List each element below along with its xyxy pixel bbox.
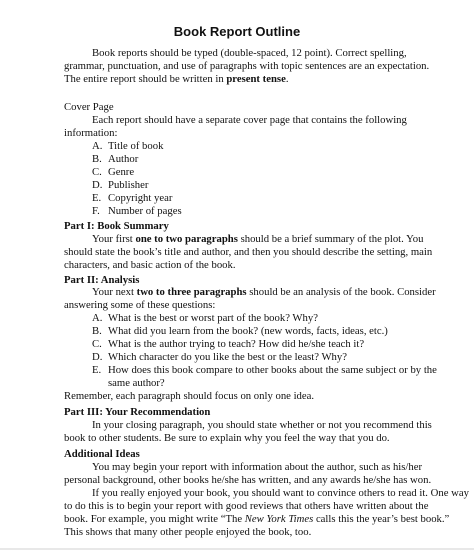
cover-item: D. Publisher [92, 179, 149, 191]
cover-item: A. Title of book [92, 140, 164, 152]
part2-closing: Remember, each paragraph should focus on only one idea. [64, 390, 315, 402]
additional-heading: Additional Ideas [64, 448, 140, 460]
question-item-continuation: same author? [108, 377, 165, 389]
newspaper-title: New York Times [244, 513, 314, 525]
part1-line-2: should state the book’s title and author, and then you should describe the setting, main [64, 246, 433, 258]
additional-line-4: to do this is to begin your report with good reviews that others have written about the [64, 500, 429, 512]
cover-line-1: Each report should have a separate cover page that contains the following [92, 114, 407, 126]
page-title: Book Report Outline [173, 24, 301, 39]
additional-line-5: book. For example, you might write “The New York Times calls this the year’s best book.” [64, 513, 450, 525]
paragraph-count-emphasis: two to three paragraphs [136, 286, 247, 298]
cover-item: C. Genre [92, 166, 135, 178]
intro-line-2: grammar, punctuation, and use of paragraphs with topic sentences are an expectation. [64, 60, 430, 72]
part2-line-1: Your next two to three paragraphs should be an analysis of the book. Consider [92, 286, 436, 298]
part1-heading: Part I: Book Summary [64, 220, 169, 232]
intro-line-3 [64, 73, 288, 85]
part1-line-3: characters, and basic action of the book. [64, 259, 236, 271]
cover-heading: Cover Page [64, 101, 114, 113]
question-item: E. How does this book compare to other books about the same subject or by the [92, 364, 437, 376]
part3-line-2: book to other students. Be sure to explain why you feel the way that you do. [64, 432, 390, 444]
question-item: D. Which character do you like the best or the least? Why? [92, 351, 347, 363]
paragraph-count-emphasis: one to two paragraphs [135, 233, 238, 245]
cover-item: B. Author [92, 153, 139, 165]
cover-line-2: information: [64, 127, 118, 139]
part2-heading: Part II: Analysis [64, 274, 140, 286]
additional-line-3: If you really enjoyed your book, you should want to convince others to read it. One way [92, 487, 469, 499]
part3-heading: Part III: Your Recommendation [64, 406, 211, 418]
part1-line-1: Your first one to two paragraphs should be a brief summary of the plot. You [92, 233, 424, 245]
question-item: A. What is the best or worst part of the book? Why? [92, 312, 318, 324]
intro-line-1: Book reports should be typed (double-spaced, 12 point). Correct spelling, [92, 47, 407, 59]
intro-line-3-text: The entire report should be written in [64, 73, 227, 85]
present-tense-emphasis: present tense [226, 73, 286, 85]
part2-line-2: answering some of these questions: [64, 299, 216, 311]
question-item: B. What did you learn from the book? (new words, facts, ideas, etc.) [92, 325, 388, 337]
question-item: C. What is the author trying to teach? How did he/she teach it? [92, 338, 365, 350]
additional-line-2: personal background, other books he/she has written, and any awards he/she has won. [64, 474, 432, 486]
cover-item: E. Copyright year [92, 192, 173, 204]
cover-item: F. Number of pages [92, 205, 182, 217]
part3-line-1: In your closing paragraph, you should state whether or not you recommend this [92, 419, 432, 431]
intro-line-3-end: . [285, 73, 289, 85]
additional-line-6: This shows that many other people enjoyed the book, too. [64, 526, 312, 538]
additional-line-1: You may begin your report with information about the author, such as his/her [92, 461, 423, 473]
